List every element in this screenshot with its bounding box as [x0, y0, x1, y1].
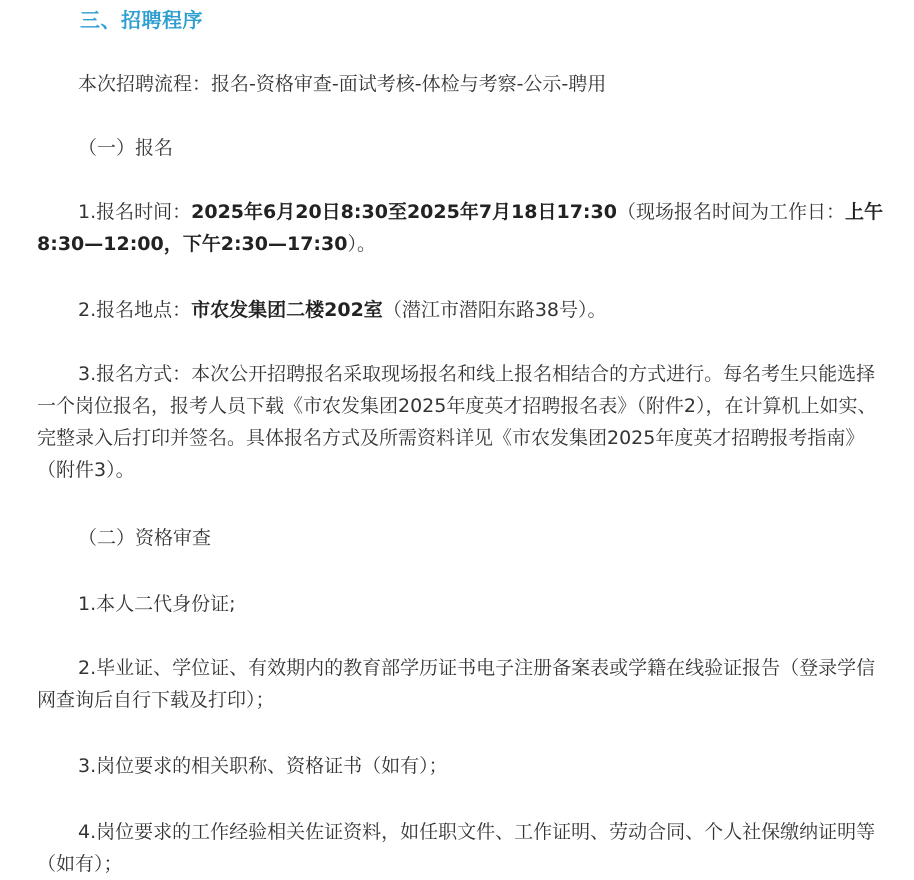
- registration-time-label: 1.报名时间：: [78, 201, 192, 223]
- recruitment-flow-paragraph: [37, 68, 887, 100]
- review-item-text: 2.毕业证、学位证、有效期内的教育部学历证书电子注册备案表或学籍在线验证报告（登录学信网查询后自行下载及打印）；: [37, 657, 876, 711]
- review-item-2: [37, 652, 887, 716]
- registration-subheading: [37, 132, 887, 164]
- registration-method-paragraph: [37, 358, 887, 486]
- registration-place-room: 市农发集团二楼202室: [191, 299, 383, 321]
- registration-place-label: 2.报名地点：: [78, 299, 192, 321]
- registration-time-note: （现场报名时间为工作日：: [616, 201, 845, 223]
- registration-time-range: 2025年6月20日8:30至2025年7月18日17:30: [191, 201, 617, 223]
- review-item-4: [37, 816, 887, 880]
- registration-time-paragraph: [37, 196, 887, 260]
- review-item-3: [37, 750, 887, 782]
- review-title: （二）资格审查: [78, 527, 212, 549]
- registration-method-text: 3.报名方式：本次公开招聘报名采取现场报名和线上报名相结合的方式进行。每名考生只能选择一个岗位报名，报考人员下载《市农发集团2025年度英才招聘报名表》（附件2），在计算机上如实、完整录入后打印并签名。具体报名方式及所需资料详见《市农发集团2025年度英才招聘报考指南》（附件3）。: [37, 363, 877, 481]
- registration-working-hours: 上午8:30—12:00，下午2:30—17:30: [37, 201, 883, 255]
- review-subheading: [37, 522, 887, 554]
- registration-place-address: （潜江市潜阳东路38号）。: [382, 299, 607, 321]
- review-item-text: 3.岗位要求的相关职称、资格证书（如有）；: [78, 755, 448, 777]
- registration-title: （一）报名: [78, 137, 174, 159]
- recruitment-flow-text: 本次招聘流程：报名-资格审查-面试考核-体检与考察-公示-聘用: [78, 73, 607, 95]
- review-item-text: 4.岗位要求的工作经验相关佐证资料，如任职文件、工作证明、劳动合同、个人社保缴纳证明等（如有）；: [37, 821, 876, 875]
- review-item-text: 1.本人二代身份证;: [78, 593, 236, 615]
- section-heading: 三、招聘程序: [80, 8, 203, 32]
- registration-place-paragraph: [37, 294, 887, 326]
- review-item-1: [37, 588, 887, 620]
- registration-time-suffix: ）。: [347, 233, 376, 255]
